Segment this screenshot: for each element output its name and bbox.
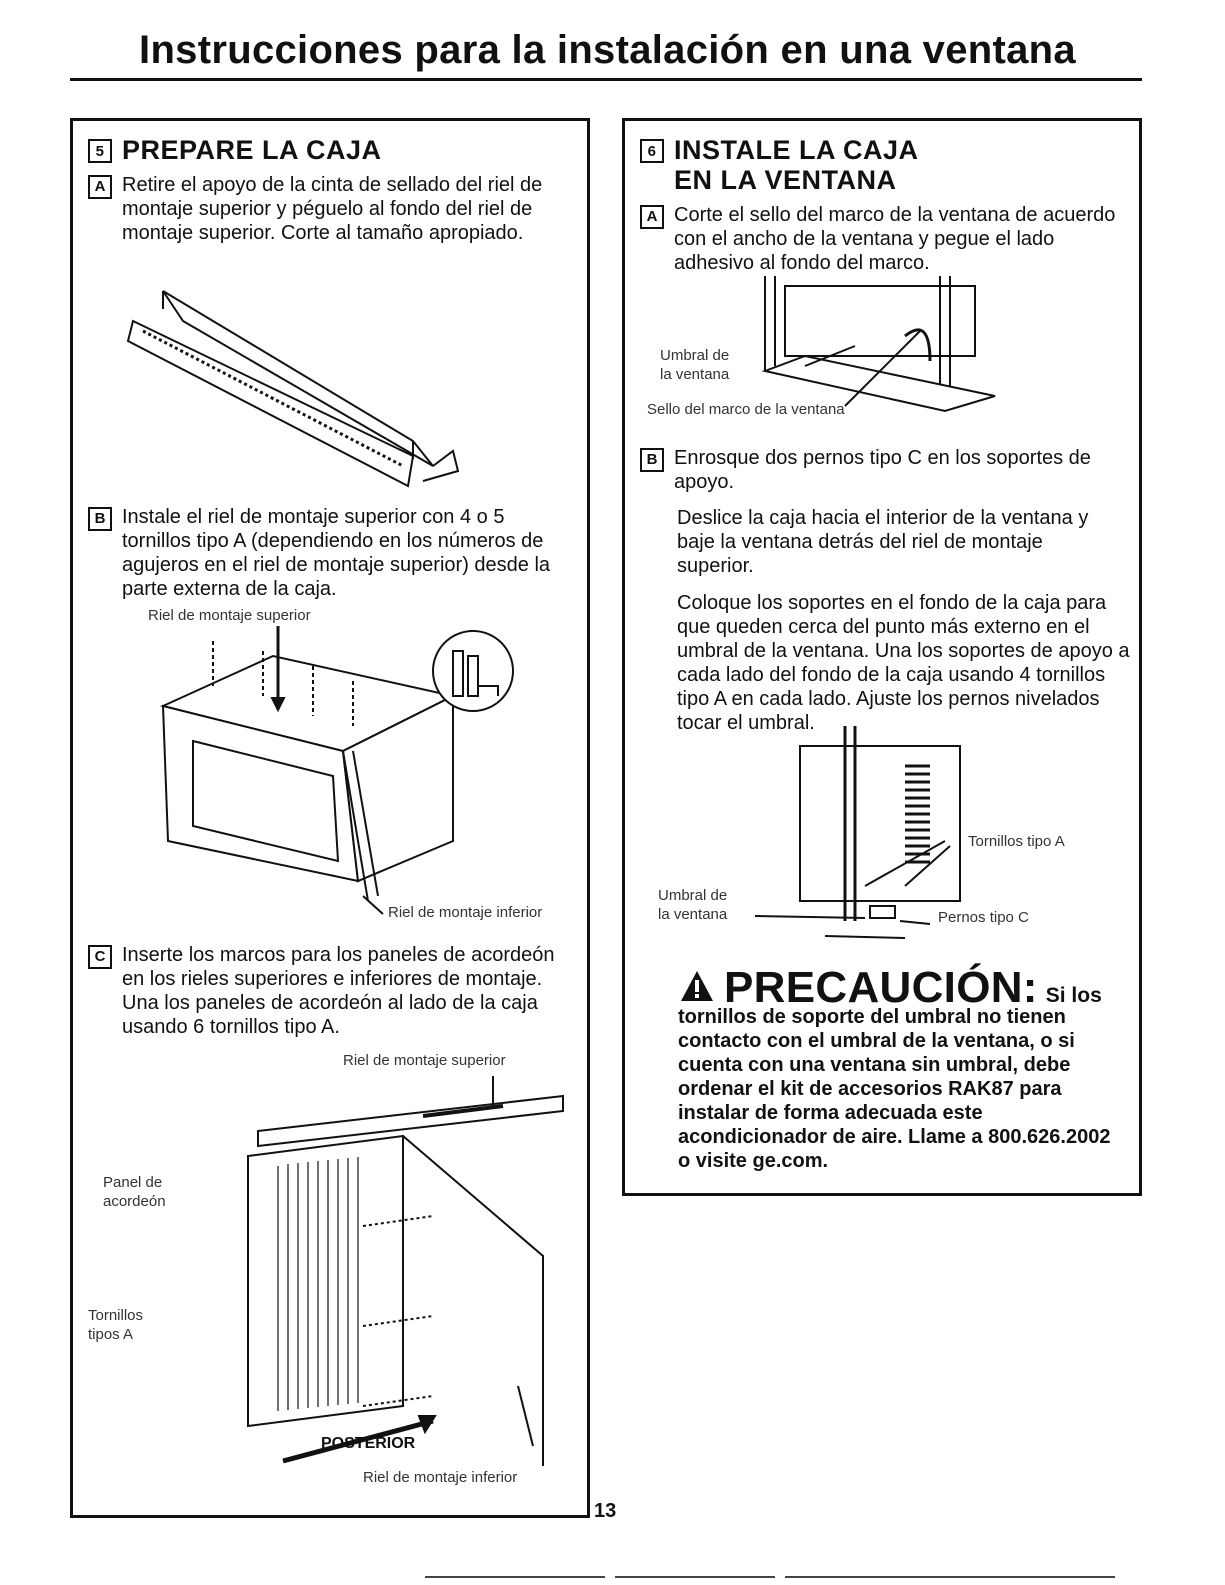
label-window-sill: Umbral de la ventana	[660, 347, 730, 383]
step-a-letter: A	[88, 175, 112, 199]
top-rail-illustration	[113, 281, 473, 501]
step-c-text: Inserte los marcos para los paneles de acordeón en los rieles superiores e inferiores de montaje. Una los paneles de acordeón al lado de la caja usando 6 tornillos tipo A.	[122, 944, 555, 1038]
label-rear: POSTERIOR	[321, 1435, 416, 1452]
section-6-title-line-2: EN LA VENTANA	[674, 165, 897, 195]
step-b-text: Instale el riel de montaje superior con 4 o 5 tornillos tipo A (dependiendo en los números de agujeros en el riel de montaje superior) desde la parte externa de la caja.	[122, 506, 551, 600]
section-5-step-b	[88, 505, 568, 601]
step-c-letter: C	[88, 945, 112, 969]
label-bottom-rail: Riel de montaje inferior	[388, 904, 543, 921]
title-divider	[70, 78, 1142, 81]
caution-body: tornillos de soporte del umbral no tienen contacto con el umbral de la ventana, o si cuenta con una ventana sin umbral, debe ordenar el kit de accesorios RAK87 para instalar de forma adecuada este acondicionador de aire. Llame a 800.626.2002 o visite ge.com.	[678, 1006, 1111, 1172]
scan-mark	[425, 1576, 605, 1578]
label-top-rail-c: Riel de montaje superior	[343, 1052, 506, 1069]
section-5-panel	[70, 118, 590, 1518]
section-6-step-a	[640, 203, 1120, 275]
label-sill-b: Umbral de la ventana	[658, 887, 728, 923]
case-top-rail-illustration	[153, 626, 533, 916]
section-5-title: PREPARE LA CAJA	[122, 135, 382, 165]
section-5-number: 5	[88, 139, 112, 163]
step-a-text: Retire el apoyo de la cinta de sellado del riel de montaje superior y péguelo al fondo del riel de montaje superior. Corte al tamaño apropiado.	[122, 174, 543, 244]
section-6-heading	[640, 135, 919, 195]
label-bottom-rail-c: Riel de montaje inferior	[363, 1469, 518, 1486]
section-5-heading	[88, 135, 382, 166]
caution-title: PRECAUCIÓN:	[724, 963, 1038, 1012]
step-6b-letter: B	[640, 448, 664, 472]
section-6-step-b	[640, 446, 1120, 494]
scan-mark	[785, 1576, 1115, 1578]
caution-lead: Si los	[1045, 984, 1102, 1007]
step-6a-letter: A	[640, 205, 664, 229]
label-top-rail: Riel de montaje superior	[148, 607, 311, 624]
label-bolts-type-c: Pernos tipo C	[938, 909, 1029, 926]
page-number: 13	[594, 1500, 617, 1522]
label-accordion-panel: Panel de acordeón	[103, 1174, 166, 1210]
label-window-seal: Sello del marco de la ventana	[647, 401, 845, 418]
section-6-para-3: Coloque los soportes en el fondo de la caja para que queden cerca del punto más externo en el umbral de la ventana. Una los soportes de apoyo a cada lado del fondo de la caja usando 4 tornillos tipo A en cada lado. Ajuste los pernos nivelados tocar el umbral.	[677, 592, 1130, 734]
step-6b-text: Enrosque dos pernos tipo C en los soportes de apoyo.	[674, 447, 1091, 493]
section-5-step-a	[88, 173, 568, 245]
accordion-panel-illustration	[203, 1076, 573, 1476]
step-b-letter: B	[88, 507, 112, 531]
label-screws-type-a: Tornillos tipo A	[968, 833, 1065, 850]
section-6-number: 6	[640, 139, 664, 163]
scan-mark	[615, 1576, 775, 1578]
section-6-panel	[622, 118, 1142, 1196]
warning-icon	[680, 970, 714, 1002]
page-title: Instrucciones para la instalación en una ventana	[139, 28, 1076, 72]
label-screws-a: Tornillos tipos A	[88, 1307, 144, 1343]
step-6a-text: Corte el sello del marco de la ventana de acuerdo con el ancho de la ventana y pegue el lado adhesivo al fondo del marco.	[674, 204, 1116, 274]
section-5-step-c	[88, 943, 568, 1039]
section-6-title-line-1: INSTALE LA CAJA	[674, 135, 919, 165]
section-6-para-2: Deslice la caja hacia el interior de la ventana y baje la ventana detrás del riel de montaje superior.	[677, 507, 1089, 577]
